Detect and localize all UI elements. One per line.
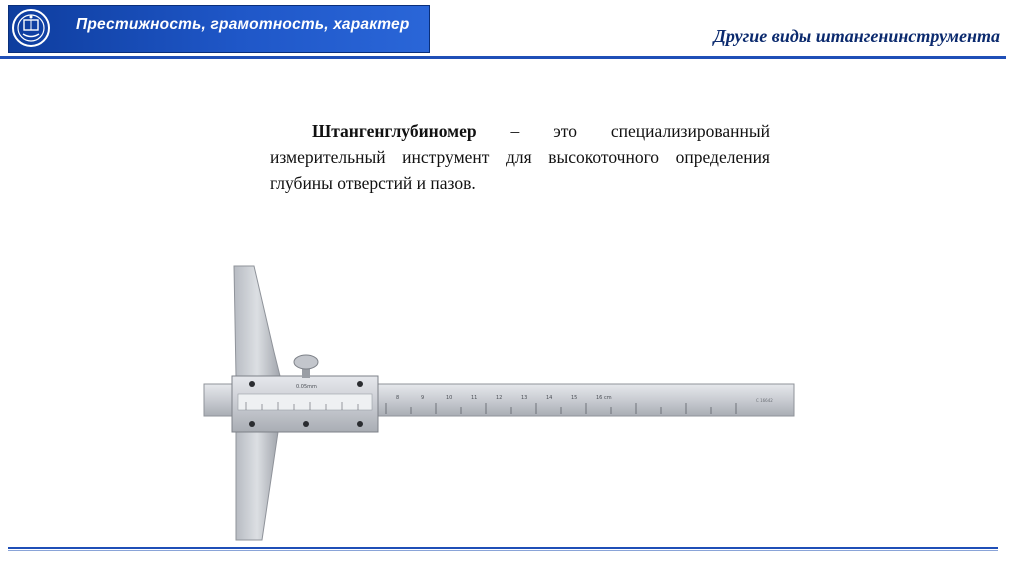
- university-emblem-icon: [11, 8, 51, 48]
- footer-divider-shadow: [8, 550, 998, 551]
- definition-term: Штангенглубиномер: [312, 121, 477, 141]
- scale-label: 12: [496, 395, 503, 401]
- svg-text:C 16642: C 16642: [756, 398, 773, 403]
- scale-label: 14: [546, 395, 553, 401]
- scale-label: 13: [521, 395, 528, 401]
- scale-label: 9: [421, 395, 425, 401]
- scale-label: 11: [471, 395, 478, 401]
- definition-text: – это специализированный измерительный инструмент для высокоточного определения глубины отверстий и пазов.: [270, 121, 770, 193]
- header-motto: Престижность, грамотность, характер: [76, 16, 410, 33]
- scale-label: 10: [446, 395, 453, 401]
- depth-caliper-image: [196, 264, 796, 544]
- vernier-label: 0.05mm: [296, 384, 317, 390]
- footer-divider: [8, 547, 998, 549]
- scale-label: 15: [571, 395, 578, 401]
- scale-label: 8: [396, 395, 400, 401]
- scale-label: 16 cm: [596, 395, 612, 401]
- header-divider: [0, 56, 1006, 59]
- definition-paragraph: [270, 118, 770, 196]
- slide-title: Другие виды штангенинструмента: [713, 26, 1000, 46]
